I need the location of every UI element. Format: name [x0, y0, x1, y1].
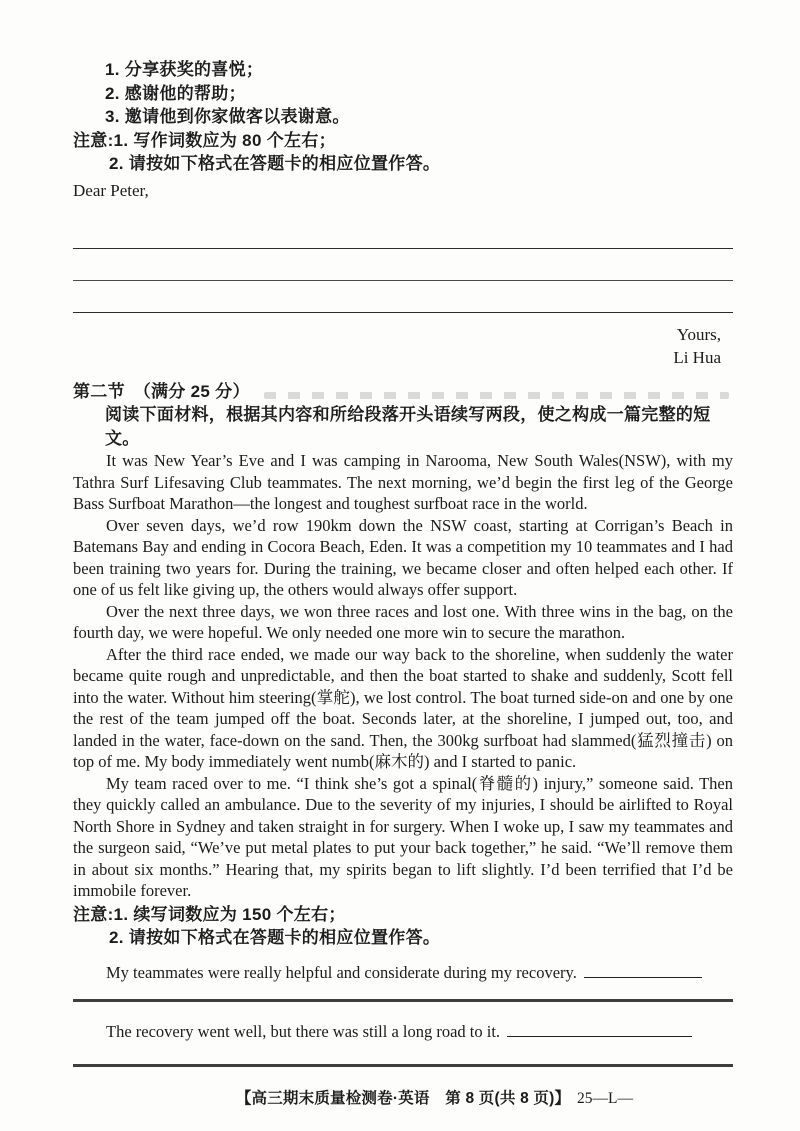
footer-paper-code: 25—L— — [577, 1089, 633, 1107]
section-divider-1 — [73, 999, 733, 1002]
section-divider-2 — [73, 1064, 733, 1067]
writing-line-1 — [73, 217, 733, 249]
passage-paragraph-4: After the third race ended, we made our way back to the shoreline, when suddenly the water became quite rough and unpredictable, and then the boat started to shake and suddenly, Scott fell into the water. Without him steering(掌舵), we lost control. The boat turned side-on and one by one the rest of the team jumped off the boat. Seconds later, at the shoreline, I jumped out, too, and landed in the water, face-down on the sand. Then, the 300kg surfboat had slammed(猛烈撞击) on top of me. My body immediately went numb(麻木的) and I started to panic. — [73, 644, 733, 771]
continuation-opener-2-row — [73, 1021, 733, 1043]
passage-paragraph-1: It was New Year’s Eve and I was camping in Narooma, New South Wales(NSW), with my Tathra Surf Lifesaving Club teammates. The next morning, we’d begin the first leg of the George Bass Surfboat Marathon—the longest and toughest surfboat race in the world. — [73, 451, 733, 513]
page-footer — [73, 1088, 733, 1110]
section-two-heading-row — [73, 380, 733, 404]
footer-exam-title: 【高三期末质量检测卷·英语 第 8 页(共 8 页)】 — [235, 1089, 571, 1107]
passage-paragraph-5: My team raced over to me. “I think she’s got a spinal(脊髓的) injury,” someone said. Then they quickly called an ambulance. Due to the severity of my injuries, I should be airlifted to Royal North Shore in Sydney and taken straight in for surgery. When I woke up, I saw my teammates and the surgeon said, “We’ve put metal plates to put your back together,” he said. “We’ll remove them in about six months.” Hearing that, my spirits began to lift slightly. I’d been terrified that I’d be immobile forever. — [73, 773, 733, 900]
notice-continuation-line-2: 2. 请按如下格式在答题卡的相应位置作答。 — [109, 928, 441, 947]
notice-writing-line-1: 注意:1. 写作词数应为 80 个左右； — [73, 130, 336, 150]
notice-block-continuation — [73, 903, 733, 950]
reading-passage — [73, 450, 733, 902]
writing-line-2 — [73, 249, 733, 281]
passage-paragraph-2: Over seven days, we’d row 190km down the NSW coast, starting at Corrigan’s Beach in Batemans Bay and ending in Cocora Beach, Eden. It was a competition my 10 teammates and I had been training two years for. During the training, we became closer and often helped each other. If one of us felt like giving up, the others would always offer support. — [73, 515, 733, 599]
essay-point-3: 3. 邀请他到你家做客以表谢意。 — [105, 107, 350, 126]
essay-point-1: 1. 分享获奖的喜悦； — [105, 60, 264, 79]
section-two-instruction: 阅读下面材料，根据其内容和所给段落开头语续写两段，使之构成一篇完整的短文。 — [105, 405, 711, 448]
essay-points-list — [73, 58, 733, 129]
letter-closing — [73, 323, 733, 369]
continuation-opener-2: The recovery went well, but there was still a long road to it. — [106, 1021, 501, 1041]
notice-writing-line-2: 2. 请按如下格式在答题卡的相应位置作答。 — [109, 154, 441, 173]
letter-salutation: Dear Peter, — [73, 180, 149, 200]
notice-block-writing — [73, 129, 733, 176]
letter-closing-name: Li Hua — [673, 347, 721, 367]
letter-closing-yours: Yours, — [676, 324, 721, 344]
passage-paragraph-3: Over the next three days, we won three races and lost one. With three wins in the bag, on the fourth day, we were hopeful. We only needed one more win to secure the marathon. — [73, 601, 733, 642]
letter-writing-area — [73, 217, 733, 313]
continuation-blank-1 — [584, 964, 702, 978]
writing-line-3 — [73, 281, 733, 313]
essay-point-2: 2. 感谢他的帮助； — [105, 83, 246, 103]
continuation-opener-1: My teammates were really helpful and considerate during my recovery. — [106, 962, 577, 982]
continuation-blank-2 — [507, 1023, 692, 1037]
notice-continuation-line-1: 注意:1. 续写词数应为 150 个左右； — [73, 904, 346, 924]
scan-bleedthrough-artifact — [264, 392, 729, 399]
section-two-heading: 第二节 （满分 25 分） — [73, 381, 250, 401]
continuation-opener-1-row — [73, 962, 733, 984]
